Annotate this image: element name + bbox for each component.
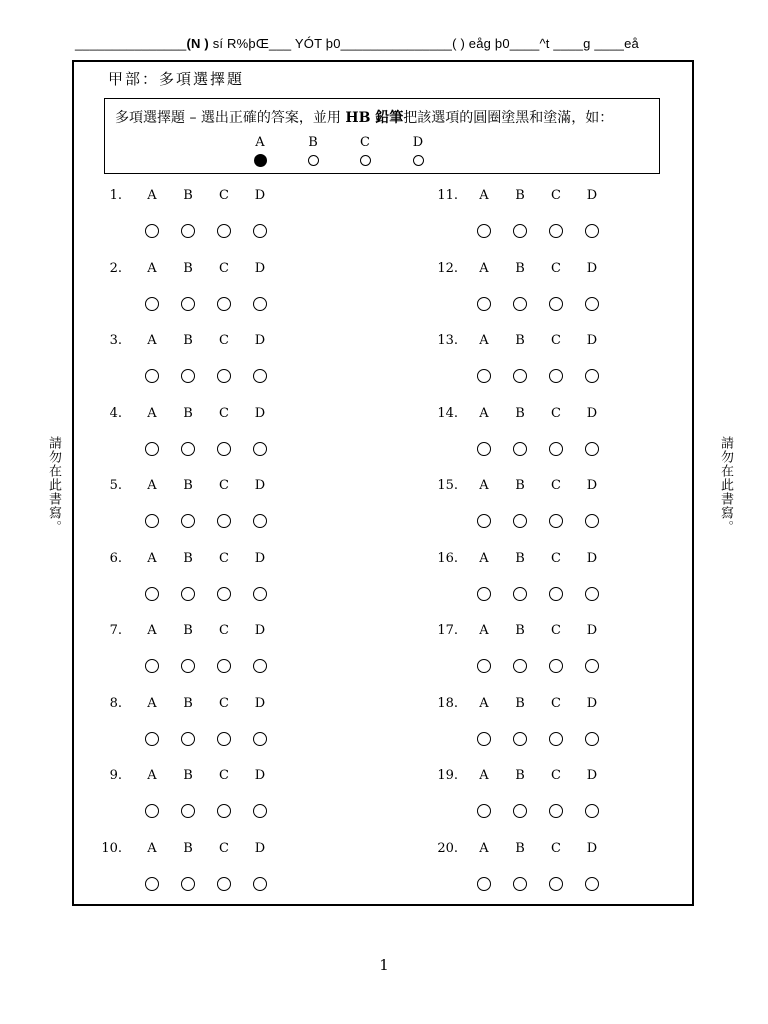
answer-bubble-b[interactable] bbox=[513, 659, 527, 673]
question-number: 12. bbox=[437, 260, 458, 276]
page-number: 1 bbox=[379, 956, 389, 974]
option-letter-c: C bbox=[219, 550, 229, 566]
option-letter-a: A bbox=[479, 623, 489, 638]
option-letter-a: A bbox=[479, 768, 489, 783]
question-number: 16. bbox=[437, 550, 458, 566]
answer-bubble-c[interactable] bbox=[217, 514, 231, 528]
header-info-line bbox=[75, 36, 695, 51]
answer-bubble-c[interactable] bbox=[217, 442, 231, 456]
answer-sheet-frame bbox=[72, 60, 694, 906]
answer-bubble-a[interactable] bbox=[477, 442, 491, 456]
answer-bubble-b[interactable] bbox=[513, 732, 527, 746]
answer-bubble-c[interactable] bbox=[549, 442, 563, 456]
question-number: 10. bbox=[101, 840, 122, 856]
option-letter-d: D bbox=[254, 260, 266, 276]
answer-bubble-c[interactable] bbox=[217, 659, 231, 673]
option-letter-c: C bbox=[219, 188, 229, 203]
answer-bubble-c[interactable] bbox=[549, 224, 563, 238]
answer-bubble-a[interactable] bbox=[145, 877, 159, 891]
answer-bubble-a[interactable] bbox=[145, 804, 159, 818]
option-letter-b: B bbox=[183, 478, 193, 493]
answer-bubble-c[interactable] bbox=[549, 877, 563, 891]
answer-bubble-b[interactable] bbox=[513, 514, 527, 528]
option-letter-b: B bbox=[515, 623, 525, 638]
option-letter-a: A bbox=[479, 695, 489, 711]
option-letter-b: B bbox=[515, 840, 525, 856]
answer-bubble-a[interactable] bbox=[477, 514, 491, 528]
option-letter-c: C bbox=[551, 478, 561, 493]
answer-bubble-c[interactable] bbox=[549, 369, 563, 383]
option-letter-b: B bbox=[183, 188, 193, 203]
option-letter-b: B bbox=[183, 623, 193, 638]
option-letter-b: B bbox=[515, 550, 525, 566]
answer-bubble-b[interactable] bbox=[181, 732, 195, 746]
answer-bubble-a[interactable] bbox=[477, 804, 491, 818]
answer-bubble-a[interactable] bbox=[145, 732, 159, 746]
option-letter-c: C bbox=[219, 695, 229, 711]
option-letter-a: A bbox=[147, 768, 157, 783]
option-letter-d: D bbox=[586, 623, 598, 638]
option-letter-d: D bbox=[254, 840, 266, 856]
option-letter-b: B bbox=[183, 333, 193, 348]
option-letter-d: D bbox=[254, 768, 266, 783]
answer-bubble-b[interactable] bbox=[513, 224, 527, 238]
option-letter-a: A bbox=[147, 405, 157, 421]
answer-bubble-c[interactable] bbox=[217, 224, 231, 238]
instruction-bold: HB 鉛筆 bbox=[345, 110, 404, 126]
answer-bubble-a[interactable] bbox=[477, 369, 491, 383]
answer-bubble-b[interactable] bbox=[513, 369, 527, 383]
header-fields: sí R%þŒ___ YÓT þ0_______________( ) eåg þ0____^t ____g ____eå bbox=[208, 36, 639, 51]
option-letter-c: C bbox=[551, 623, 561, 638]
option-letter-c: C bbox=[219, 840, 229, 856]
answer-bubble-d[interactable] bbox=[253, 297, 267, 311]
question-number: 19. bbox=[437, 768, 458, 783]
option-letter-d: D bbox=[586, 478, 598, 493]
answer-bubble-c[interactable] bbox=[549, 804, 563, 818]
option-letter-b: B bbox=[515, 405, 525, 421]
question-number: 18. bbox=[437, 695, 458, 711]
answer-bubble-d[interactable] bbox=[253, 877, 267, 891]
answer-bubble-a[interactable] bbox=[145, 659, 159, 673]
option-letter-a: A bbox=[479, 405, 489, 421]
option-letter-c: C bbox=[551, 333, 561, 348]
answer-bubble-a[interactable] bbox=[145, 514, 159, 528]
option-letter-b: B bbox=[183, 550, 193, 566]
answer-bubble-b[interactable] bbox=[181, 659, 195, 673]
answer-bubble-b[interactable] bbox=[513, 877, 527, 891]
option-letter-c: C bbox=[551, 840, 561, 856]
option-letter-b: B bbox=[515, 478, 525, 493]
option-letter-a: A bbox=[479, 188, 489, 203]
question-number: 4. bbox=[109, 405, 122, 421]
option-letter-d: D bbox=[586, 768, 598, 783]
option-letter-b: B bbox=[183, 840, 193, 856]
option-letter-c: C bbox=[219, 768, 229, 783]
option-letter-d: D bbox=[254, 405, 266, 421]
option-letter-b: B bbox=[515, 260, 525, 276]
answer-bubble-a[interactable] bbox=[477, 587, 491, 601]
option-letter-b: B bbox=[515, 768, 525, 783]
option-letter-c: C bbox=[219, 623, 229, 638]
answer-bubble-c[interactable] bbox=[549, 587, 563, 601]
answer-bubble-c[interactable] bbox=[217, 297, 231, 311]
question-number: 2. bbox=[109, 260, 122, 276]
answer-bubble-c[interactable] bbox=[549, 514, 563, 528]
option-letter-d: D bbox=[254, 550, 266, 566]
option-letter-d: D bbox=[586, 840, 598, 856]
answer-bubble-d[interactable] bbox=[253, 514, 267, 528]
answer-bubble-c[interactable] bbox=[549, 659, 563, 673]
option-letter-d: D bbox=[586, 333, 598, 348]
option-letter-a: A bbox=[147, 333, 157, 348]
option-letter-b: B bbox=[183, 768, 193, 783]
example-bubble-a bbox=[254, 154, 267, 167]
answer-bubble-d[interactable] bbox=[585, 224, 599, 238]
answer-bubble-b[interactable] bbox=[181, 804, 195, 818]
answer-bubble-b[interactable] bbox=[181, 369, 195, 383]
answer-bubble-c[interactable] bbox=[217, 732, 231, 746]
answer-bubble-a[interactable] bbox=[477, 659, 491, 673]
option-letter-c: C bbox=[551, 260, 561, 276]
side-note-right: 請勿在此書寫。 bbox=[718, 436, 733, 534]
answer-bubble-d[interactable] bbox=[585, 442, 599, 456]
option-letter-c: C bbox=[219, 478, 229, 493]
option-letter-c: C bbox=[219, 405, 229, 421]
question-number: 11. bbox=[437, 188, 458, 203]
answer-bubble-b[interactable] bbox=[513, 442, 527, 456]
option-letter-b: B bbox=[515, 695, 525, 711]
option-letter-d: D bbox=[586, 695, 598, 711]
option-letter-d: D bbox=[586, 405, 598, 421]
option-letter-a: A bbox=[147, 695, 157, 711]
option-letter-a: A bbox=[147, 260, 157, 276]
question-number: 6. bbox=[109, 550, 122, 566]
option-letter-b: B bbox=[515, 333, 525, 348]
option-letter-a: A bbox=[147, 550, 157, 566]
option-letter-a: A bbox=[147, 478, 157, 493]
option-letter-d: D bbox=[586, 188, 598, 203]
question-number: 3. bbox=[109, 333, 122, 348]
example-letter-d: D bbox=[412, 135, 424, 150]
example-bubble-d bbox=[413, 155, 424, 166]
answer-bubble-d[interactable] bbox=[253, 587, 267, 601]
option-letter-b: B bbox=[183, 695, 193, 711]
answer-bubble-d[interactable] bbox=[253, 804, 267, 818]
option-letter-c: C bbox=[219, 260, 229, 276]
option-letter-c: C bbox=[219, 333, 229, 348]
option-letter-a: A bbox=[147, 623, 157, 638]
question-number: 13. bbox=[437, 333, 458, 348]
option-letter-c: C bbox=[551, 188, 561, 203]
answer-bubble-b[interactable] bbox=[181, 514, 195, 528]
answer-bubble-d[interactable] bbox=[253, 659, 267, 673]
option-letter-d: D bbox=[254, 478, 266, 493]
option-letter-a: A bbox=[479, 550, 489, 566]
answer-bubble-b[interactable] bbox=[181, 877, 195, 891]
answer-bubble-d[interactable] bbox=[253, 442, 267, 456]
answer-bubble-c[interactable] bbox=[217, 804, 231, 818]
answer-bubble-a[interactable] bbox=[477, 732, 491, 746]
answer-bubble-b[interactable] bbox=[181, 224, 195, 238]
answer-bubble-c[interactable] bbox=[217, 369, 231, 383]
answer-bubble-b[interactable] bbox=[513, 587, 527, 601]
option-letter-a: A bbox=[479, 333, 489, 348]
option-letter-a: A bbox=[147, 188, 157, 203]
answer-bubble-d[interactable] bbox=[585, 877, 599, 891]
option-letter-c: C bbox=[551, 405, 561, 421]
option-letter-d: D bbox=[254, 623, 266, 638]
answer-bubble-c[interactable] bbox=[217, 877, 231, 891]
option-letter-d: D bbox=[254, 695, 266, 711]
option-letter-c: C bbox=[551, 550, 561, 566]
question-number: 7. bbox=[109, 623, 122, 638]
example-letter-c: C bbox=[360, 135, 370, 150]
answer-bubble-d[interactable] bbox=[585, 369, 599, 383]
question-number: 5. bbox=[109, 478, 122, 493]
option-letter-d: D bbox=[586, 260, 598, 276]
example-bubble-b bbox=[308, 155, 319, 166]
question-number: 15. bbox=[437, 478, 458, 493]
option-letter-d: D bbox=[586, 550, 598, 566]
answer-bubble-d[interactable] bbox=[585, 297, 599, 311]
answer-bubble-d[interactable] bbox=[585, 587, 599, 601]
example-bubble-c bbox=[360, 155, 371, 166]
question-number: 8. bbox=[109, 695, 122, 711]
option-letter-a: A bbox=[479, 840, 489, 856]
header-blank-1: _______________ bbox=[75, 36, 187, 51]
answer-bubble-a[interactable] bbox=[145, 297, 159, 311]
instruction-part-2: 把該選項的圓圈塗黑和塗滿，如： bbox=[403, 110, 614, 126]
question-number: 1. bbox=[109, 188, 122, 203]
answer-bubble-d[interactable] bbox=[585, 804, 599, 818]
answer-bubble-b[interactable] bbox=[513, 297, 527, 311]
answer-bubble-a[interactable] bbox=[477, 224, 491, 238]
header-marker: (N ) bbox=[186, 36, 209, 51]
answer-bubble-a[interactable] bbox=[145, 442, 159, 456]
question-number: 14. bbox=[437, 405, 458, 421]
answer-bubble-b[interactable] bbox=[513, 804, 527, 818]
option-letter-a: A bbox=[479, 260, 489, 276]
answer-bubble-c[interactable] bbox=[217, 587, 231, 601]
side-note-left: 請勿在此書寫。 bbox=[46, 436, 61, 534]
option-letter-b: B bbox=[183, 405, 193, 421]
answer-bubble-a[interactable] bbox=[477, 877, 491, 891]
question-number: 20. bbox=[437, 840, 458, 856]
answer-bubble-c[interactable] bbox=[549, 297, 563, 311]
question-number: 9. bbox=[109, 768, 122, 783]
answer-bubble-a[interactable] bbox=[145, 587, 159, 601]
answer-bubble-d[interactable] bbox=[585, 514, 599, 528]
option-letter-c: C bbox=[551, 768, 561, 783]
answer-bubble-d[interactable] bbox=[253, 224, 267, 238]
option-letter-b: B bbox=[515, 188, 525, 203]
option-letter-b: B bbox=[183, 260, 193, 276]
question-number: 17. bbox=[437, 623, 458, 638]
answer-bubble-a[interactable] bbox=[145, 224, 159, 238]
instruction-box bbox=[104, 98, 660, 174]
instruction-part-1: 多項選擇題 – 選出正確的答案，並用 bbox=[115, 110, 346, 126]
option-letter-a: A bbox=[479, 478, 489, 493]
section-title: 甲部：多項選擇題 bbox=[108, 70, 245, 88]
example-letter-b: B bbox=[308, 135, 318, 150]
option-letter-c: C bbox=[551, 695, 561, 711]
answer-bubble-d[interactable] bbox=[253, 369, 267, 383]
answer-bubble-b[interactable] bbox=[181, 587, 195, 601]
option-letter-a: A bbox=[147, 840, 157, 856]
option-letter-d: D bbox=[254, 333, 266, 348]
answer-bubble-b[interactable] bbox=[181, 297, 195, 311]
answer-bubble-b[interactable] bbox=[181, 442, 195, 456]
answer-bubble-d[interactable] bbox=[585, 732, 599, 746]
instruction-text bbox=[115, 107, 613, 127]
answer-bubble-a[interactable] bbox=[477, 297, 491, 311]
answer-bubble-d[interactable] bbox=[253, 732, 267, 746]
answer-bubble-c[interactable] bbox=[549, 732, 563, 746]
option-letter-d: D bbox=[254, 188, 266, 203]
answer-bubble-a[interactable] bbox=[145, 369, 159, 383]
answer-bubble-d[interactable] bbox=[585, 659, 599, 673]
example-letter-a: A bbox=[255, 135, 265, 150]
